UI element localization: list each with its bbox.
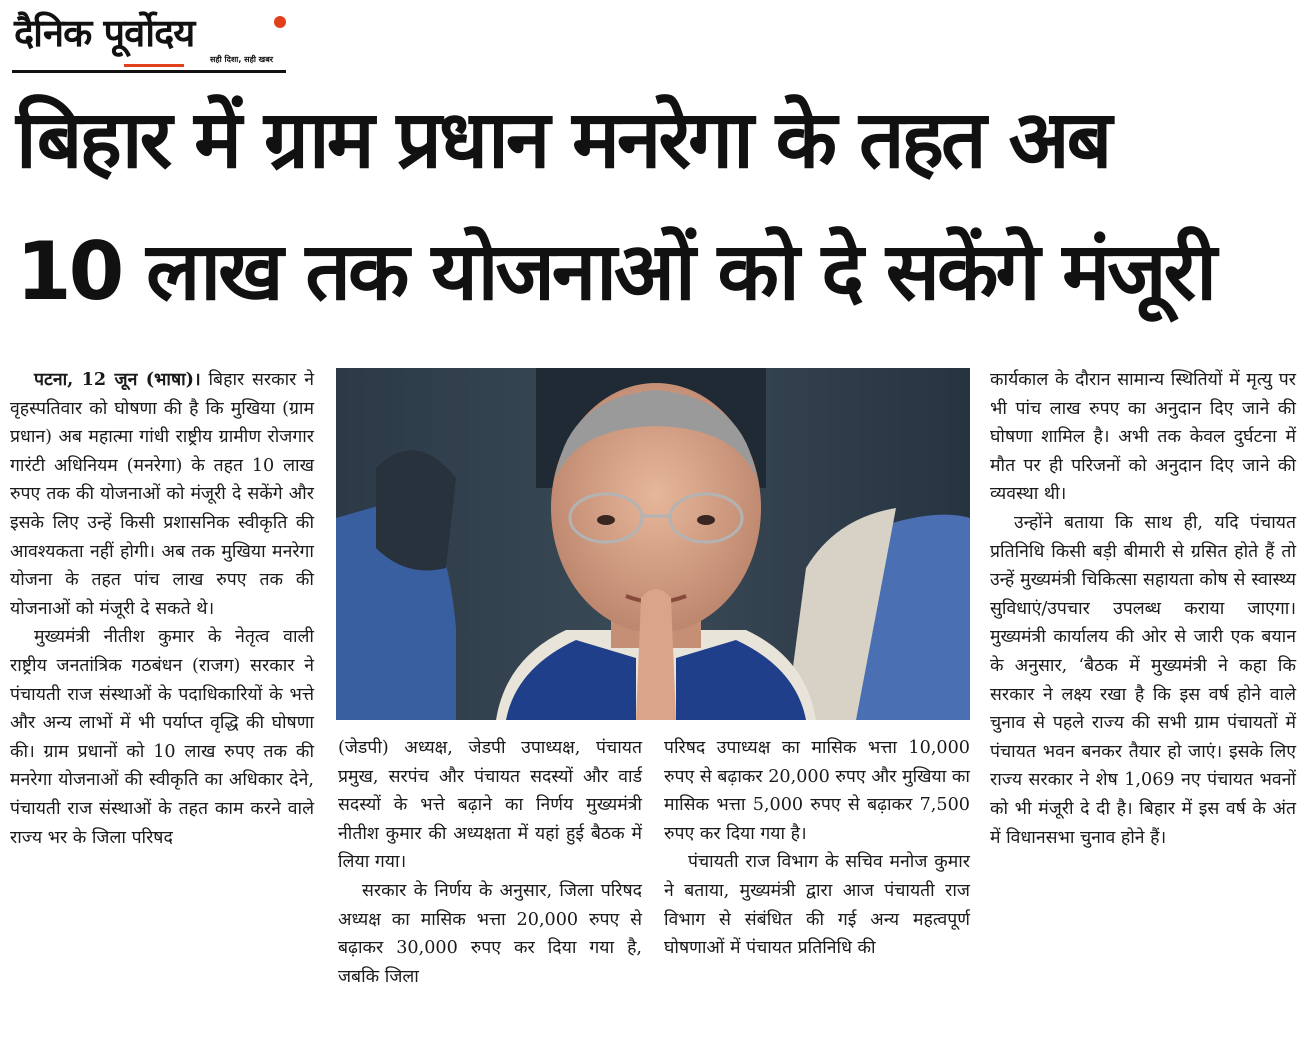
- article-paragraph: कार्यकाल के दौरान सामान्य स्थितियों में मृत्यु पर भी पांच लाख रुपए का अनुदान दिए जाने की घोषणा शामिल है। अभी तक केवल दुर्घटना में मौत पर ही परिजनों को अनुदान दिए जाने की व्यवस्था थी।: [990, 370, 1296, 505]
- headline-line-2: 10 लाख तक योजनाओं को दे सकेंगे मंजूरी: [16, 225, 1214, 318]
- masthead-rule: [12, 70, 286, 73]
- article-column-4: [990, 366, 1296, 852]
- article-column-2: [338, 734, 642, 991]
- newspaper-logo: दैनिक पूर्वोदय: [14, 11, 195, 55]
- article-column-3: [664, 734, 970, 963]
- masthead-tagline: सही दिशा, सही खबर: [210, 55, 274, 64]
- portrait-photo-icon: [336, 368, 970, 720]
- paragraph-text: बिहार सरकार ने वृहस्पतिवार को घोषणा की है कि मुखिया (ग्राम प्रधान) अब महात्मा गांधी राष्ट्रीय ग्रामीण रोजगार गारंटी अधिनियम (मनरेगा) के तहत 10 लाख रुपए तक की योजनाओं को मंजूरी दे सकेंगे और इसके लिए उन्हें किसी प्रशासनिक स्वीकृति की आवश्यकता नहीं होगी। अब तक मुखिया मनरेगा योजना के तहत पांच लाख रुपए तक की योजनाओं को मंजूरी दे सकते थे।: [10, 370, 314, 619]
- logo-dot-icon: [274, 16, 286, 28]
- article-paragraph: परिषद उपाध्यक्ष का मासिक भत्ता 10,000 रुपए से बढ़ाकर 20,000 रुपए और मुखिया का मासिक भत्ता 5,000 रुपए से बढ़ाकर 7,500 रुपए कर दिया गया है।: [664, 738, 970, 844]
- article-paragraph: पंचायती राज विभाग के सचिव मनोज कुमार ने बताया, मुख्यमंत्री द्वारा आज पंचायती राज विभाग से संबंधित की गई अन्य महत्वपूर्ण घोषणाओं में पंचायत प्रतिनिधि की: [664, 852, 970, 959]
- article-paragraph: मुख्यमंत्री नीतीश कुमार के नेतृत्व वाली राष्ट्रीय जनतांत्रिक गठबंधन (राजग) सरकार ने पंचायती राज संस्थाओं के पदाधिकारियों के भत्ते और अन्य लाभों में भी पर्याप्त वृद्धि की घोषणा की। ग्राम प्रधानों को 10 लाख रुपए तक की मनरेगा योजनाओं की स्वीकृति का अधिकार देने, पंचायती राज संस्थाओं के तहत काम करने वाले राज्य भर के जिला परिषद: [10, 627, 314, 848]
- masthead: [12, 6, 288, 72]
- dateline: पटना, 12 जून (भाषा)।: [34, 369, 201, 390]
- masthead-accent-line: [124, 64, 184, 67]
- article-paragraph: सरकार के निर्णय के अनुसार, जिला परिषद अध्यक्ष का मासिक भत्ता 20,000 रुपए से बढ़ाकर 30,000 रुपए कर दिया गया है, जबकि जिला: [338, 880, 642, 987]
- headline-line-1: बिहार में ग्राम प्रधान मनरेगा के तहत अब: [16, 93, 1110, 186]
- news-photo: [336, 368, 970, 720]
- article-paragraph: [10, 366, 314, 623]
- article-paragraph: (जेडपी) अध्यक्ष, जेडपी उपाध्यक्ष, पंचायत प्रमुख, सरपंच और पंचायत सदस्यों और वार्ड सदस्यों के भत्ते बढ़ाने का निर्णय मुख्यमंत्री नीतीश कुमार की अध्यक्षता में यहां हुई बैठक में लिया गया।: [338, 738, 642, 873]
- article-column-1: [10, 366, 314, 852]
- article-paragraph: उन्होंने बताया कि साथ ही, यदि पंचायत प्रतिनिधि किसी बड़ी बीमारी से ग्रसित होते हैं तो उन्हें मुख्यमंत्री चिकित्सा सहायता कोष से स्वास्थ्य सुविधाएं/उपचार उपलब्ध कराया जाएगा। मुख्यमंत्री कार्यालय की ओर से जारी एक बयान के अनुसार, ‘बैठक में मुख्यमंत्री ने कहा कि सरकार ने लक्ष्य रखा है कि इस वर्ष होने वाले चुनाव से पहले राज्य की सभी ग्राम पंचायतों में पंचायत भवन बनकर तैयार हो जाएं। इसके लिए राज्य सरकार ने शेष 1,069 नए पंचायत भवनों को भी मंजूरी दे दी है। बिहार में इस वर्ष के अंत में विधानसभा चुनाव होने हैं।: [990, 512, 1296, 848]
